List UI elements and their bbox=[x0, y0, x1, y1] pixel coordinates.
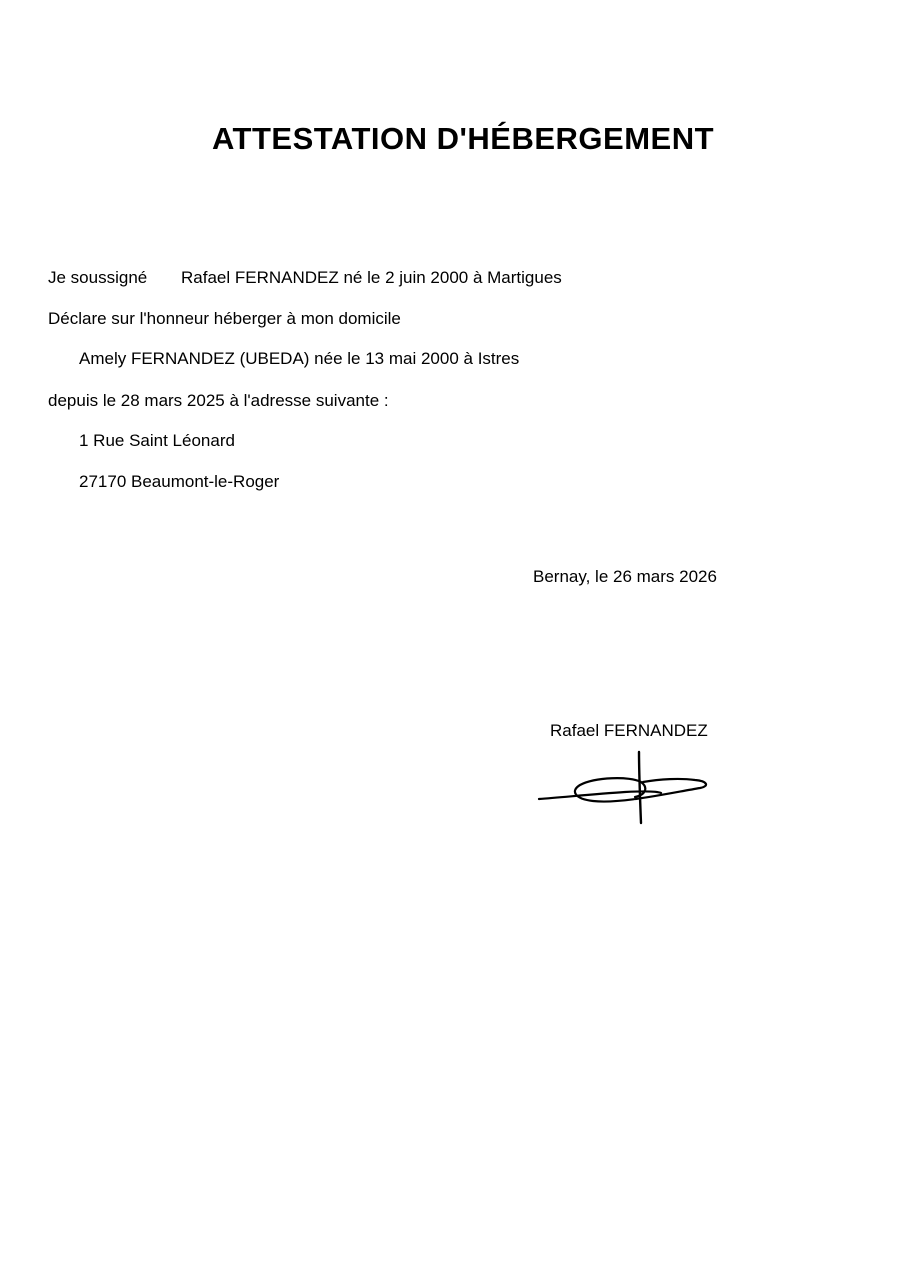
declaration-text: Déclare sur l'honneur héberger à mon domicile bbox=[48, 309, 401, 328]
address-line-2: 27170 Beaumont-le-Roger bbox=[79, 472, 280, 491]
since-date-text: depuis le 28 mars 2025 à l'adresse suivante : bbox=[48, 391, 389, 410]
intro-label: Je soussigné bbox=[48, 268, 148, 287]
place-and-date: Bernay, le 26 mars 2026 bbox=[533, 567, 717, 586]
document-title: ATTESTATION D'HÉBERGEMENT bbox=[211, 121, 715, 156]
address-line-1: 1 Rue Saint Léonard bbox=[79, 431, 235, 450]
handwritten-signature bbox=[535, 748, 715, 828]
signatory-name: Rafael FERNANDEZ bbox=[550, 721, 708, 740]
declarant-info: Rafael FERNANDEZ né le 2 juin 2000 à Martigues bbox=[181, 268, 562, 287]
hosted-person-info: Amely FERNANDEZ (UBEDA) née le 13 mai 2000 à Istres bbox=[79, 349, 520, 368]
